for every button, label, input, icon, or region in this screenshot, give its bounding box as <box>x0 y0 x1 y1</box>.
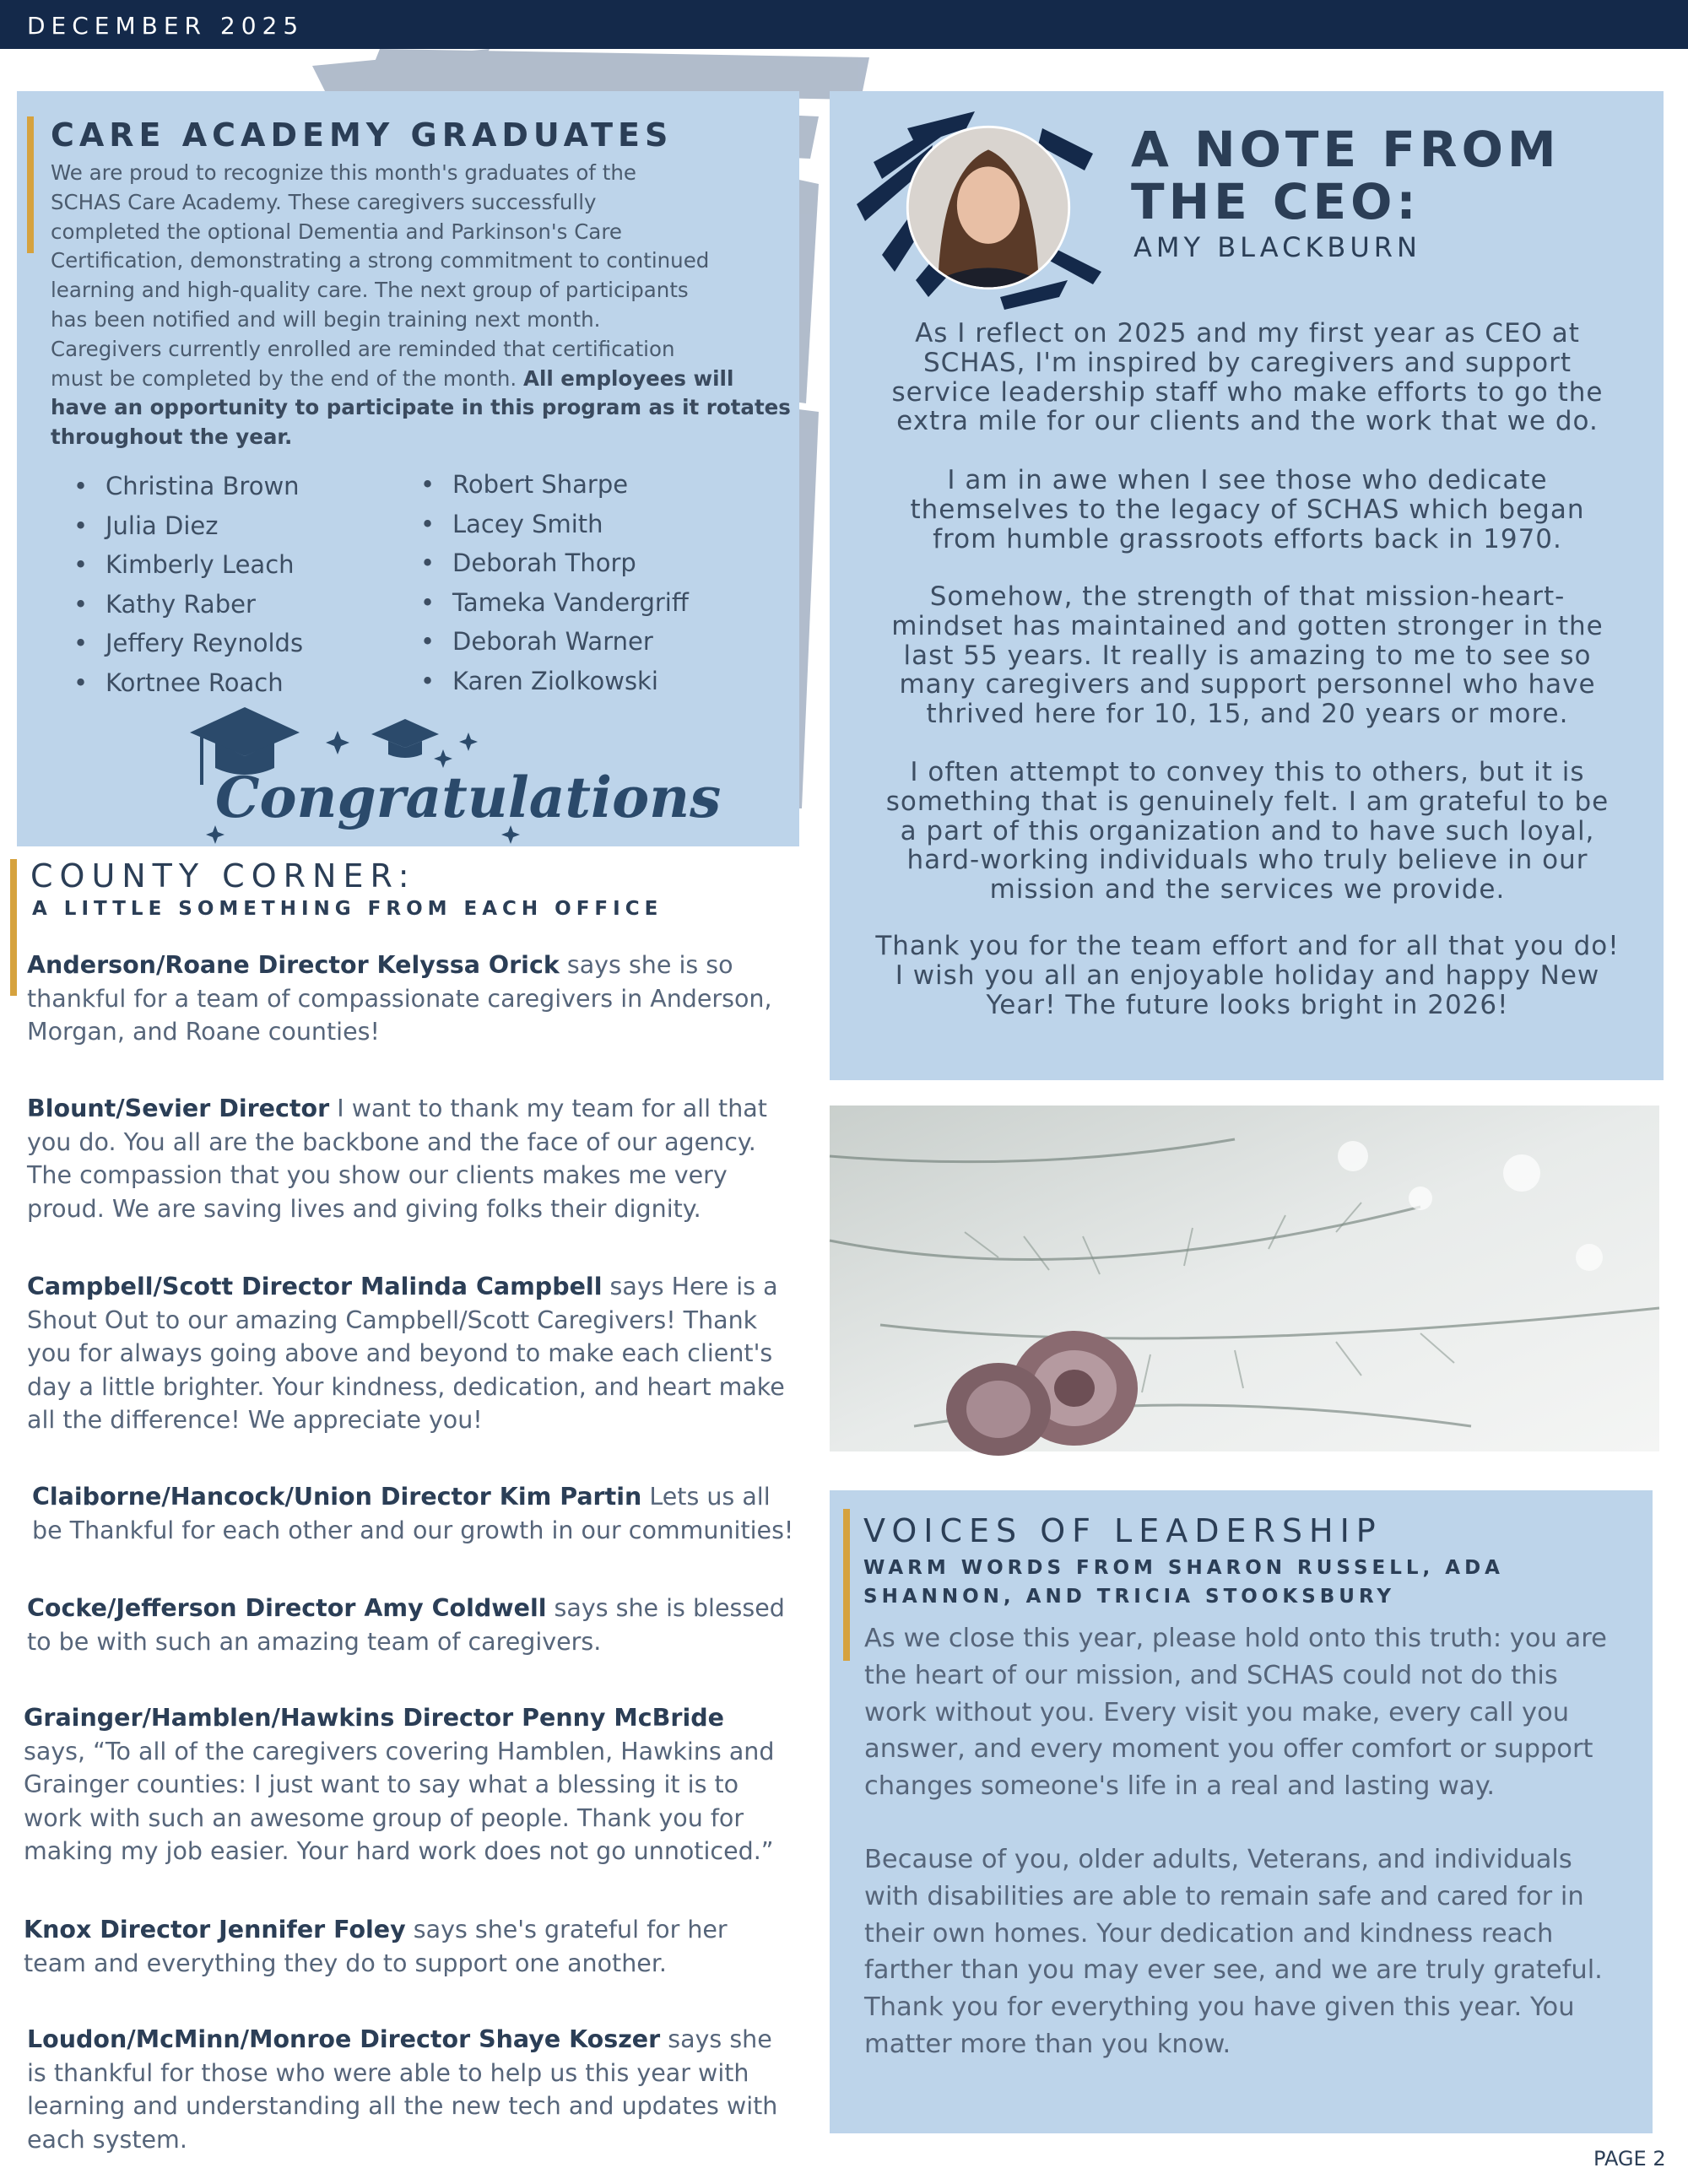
graduate-name: • Deborah Warner <box>420 622 689 662</box>
county-corner-title: COUNTY CORNER: <box>30 857 416 895</box>
county-entry: Grainger/Hamblen/Hawkins Director Penny McBride says, “To all of the caregivers covering Hamblen, Hawkins and Grainger counties: I just want to say what a blessing it is to work with such an awesome group of people. Thank you for making my job easier. Your hard work does not go unnoticed.” <box>24 1704 775 1865</box>
care-academy-title: CARE ACADEMY GRADUATES <box>51 116 674 154</box>
director-name: Loudon/McMinn/Monroe Director Shaye Koszer <box>27 2025 661 2053</box>
voices-subtitle: WARM WORDS FROM SHARON RUSSELL, ADA SHANNON, AND TRICIA STOOKSBURY <box>863 1557 1504 1608</box>
voices-paragraph: As we close this year, please hold onto this truth: you are the heart of our mission, and SCHAS could not do this work without you. Every visit you make, every call you answer, and every moment you offer comfort or support changes someone's life in a real and lasting way. <box>864 1624 1607 1802</box>
care-academy-section <box>17 91 799 846</box>
county-entry: Cocke/Jefferson Director Amy Coldwell says she is blessed to be with such an amazing team of caregivers. <box>27 1594 785 1656</box>
graduate-name: • Jeffery Reynolds <box>73 624 303 663</box>
county-entry: Knox Director Jennifer Foley says she's grateful for her team and everything they do to support one another. <box>24 1916 728 1977</box>
pinecone-photo <box>830 1106 1659 1451</box>
county-entry: Loudon/McMinn/Monroe Director Shaye Koszer says she is thankful for those who were able to help us this year with learning and understanding all the new tech and updates with each system. <box>27 2025 778 2154</box>
graduate-name: • Karen Ziolkowski <box>420 662 689 701</box>
graduate-name: • Deborah Thorp <box>420 543 689 583</box>
graduate-name: • Christina Brown <box>73 467 303 506</box>
director-name: Campbell/Scott Director Malinda Campbell <box>27 1273 603 1300</box>
body-line: We are proud to recognize this month's graduates of the <box>51 160 636 185</box>
director-name: Claiborne/Hancock/Union Director Kim Partin <box>32 1483 642 1511</box>
ceo-note-section <box>830 91 1664 1080</box>
care-academy-body <box>51 159 793 452</box>
ceo-paragraph: I often attempt to convey this to others, but it is something that is genuinely felt. I am grateful to be a part of this organization and to have such loyal, hard-working individuals who truly believe in our mission and the services we provide. <box>885 757 1610 905</box>
director-name: Anderson/Roane Director Kelyssa Orick <box>27 951 560 979</box>
graduate-list-left <box>73 467 303 703</box>
congratulations-graphic <box>181 699 722 859</box>
body-line: learning and high-quality care. The next group of participants <box>51 278 689 303</box>
congratulations-text: Congratulations <box>215 765 722 830</box>
graduate-name: • Tameka Vandergriff <box>420 583 689 623</box>
body-line: Caregivers currently enrolled are reminded that certification <box>51 336 675 361</box>
graduate-name: • Kimberly Leach <box>73 545 303 585</box>
page-number: PAGE 2 <box>1593 2147 1666 2170</box>
body-line-final: must be completed by the end of the month. All employees will have an opportunity to participate in this program as it rotates throughout the year. <box>51 365 791 450</box>
graduate-name: • Kortnee Roach <box>73 663 303 703</box>
county-entry: Campbell/Scott Director Malinda Campbell says Here is a Shout Out to our amazing Campbell/Scott Caregivers! Thank you for always going above and beyond to make each client's day a little brighter. Your kindness, dedication, and heart make all the difference! We appreciate you! <box>27 1273 785 1434</box>
county-corner-subtitle: A LITTLE SOMETHING FROM EACH OFFICE <box>32 898 663 920</box>
body-line: has been notified and will begin training next month. <box>51 306 601 332</box>
graduate-name: • Lacey Smith <box>420 505 689 544</box>
director-name: Knox Director Jennifer Foley <box>24 1916 406 1943</box>
county-entry: Blount/Sevier Director I want to thank my team for all that you do. You all are the backbone and the face of our agency. The compassion that you show our clients makes me very proud. We are saving lives and giving folks their dignity. <box>27 1095 767 1223</box>
body-line: Certification, demonstrating a strong commitment to continued <box>51 248 710 273</box>
county-entry: Anderson/Roane Director Kelyssa Orick says she is so thankful for a team of compassionate caregivers in Anderson, Morgan, and Roane counties! <box>27 951 772 1046</box>
ceo-paragraph: Thank you for the team effort and for all that you do! I wish you all an enjoyable holiday and happy New Year! The future looks bright in 2026! <box>875 931 1620 1020</box>
graduate-name: • Kathy Raber <box>73 585 303 624</box>
section-accent-bar <box>27 116 34 253</box>
director-name: Grainger/Hamblen/Hawkins Director Penny McBride <box>24 1704 724 1732</box>
director-name: Cocke/Jefferson Director Amy Coldwell <box>27 1594 547 1622</box>
graduate-list-right <box>420 465 689 701</box>
ceo-note-title: A NOTE FROM THE CEO: <box>1131 121 1561 230</box>
voices-paragraph: Because of you, older adults, Veterans, and individuals with disabilities are able to remain safe and cared for in their own homes. Your dedication and kindness reach farther than you may ever see, and we are truly grateful. Thank you for everything you have given this year. You matter more than you know. <box>864 1845 1603 2059</box>
body-line: SCHAS Care Academy. These caregivers successfully <box>51 189 597 214</box>
bold-note: All employees will have an opportunity to participate in this program as it rotates throughout the year. <box>51 365 791 450</box>
voices-title: VOICES OF LEADERSHIP <box>863 1512 1382 1549</box>
ceo-portrait <box>904 123 1073 292</box>
section-accent-bar <box>10 859 17 996</box>
issue-date: DECEMBER 2025 <box>27 12 305 40</box>
director-name: Blount/Sevier Director <box>27 1095 330 1122</box>
section-accent-bar <box>843 1509 850 1661</box>
ceo-paragraph: I am in awe when I see those who dedicate themselves to the legacy of SCHAS which began from humble grassroots efforts back in 1970. <box>910 465 1585 554</box>
graduate-name: • Robert Sharpe <box>420 465 689 505</box>
ceo-paragraph: As I reflect on 2025 and my first year as CEO at SCHAS, I'm inspired by caregivers and support service leadership staff who make efforts to go the extra mile for our clients and the work that we do. <box>891 318 1604 437</box>
ceo-name: AMY BLACKBURN <box>1133 231 1421 263</box>
header-bar <box>0 0 1688 49</box>
county-entry: Claiborne/Hancock/Union Director Kim Partin Lets us all be Thankful for each other and our growth in our communities! <box>32 1483 794 1544</box>
ceo-paragraph: Somehow, the strength of that mission-heart- mindset has maintained and gotten stronger in the last 55 years. It really is amazing to me to see so many caregivers and support personnel who have thrived here for 10, 15, and 20 years or more. <box>891 581 1604 730</box>
graduate-name: • Julia Diez <box>73 506 303 546</box>
voices-of-leadership-section <box>830 1490 1653 2133</box>
body-line: completed the optional Dementia and Parkinson's Care <box>51 219 622 244</box>
